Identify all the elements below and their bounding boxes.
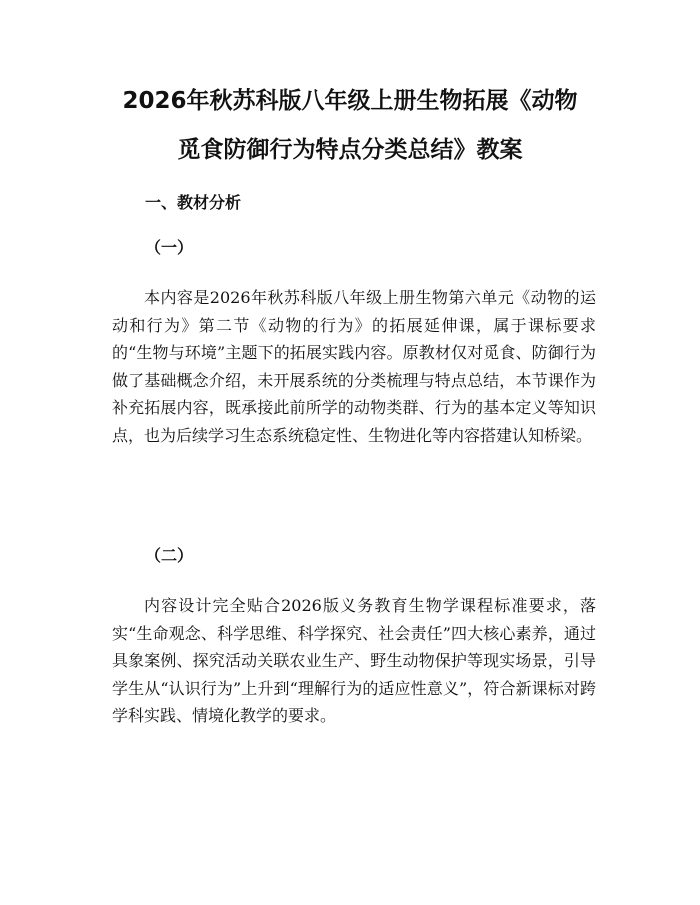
- document-title-line-1: 2026年秋苏科版八年级上册生物拓展《动物: [122, 88, 578, 114]
- document-title-line-2: 觅食防御行为特点分类总结》教案: [177, 137, 523, 163]
- paragraph-content-position: 本内容是2026年秋苏科版八年级上册生物第六单元《动物的运动和行为》第二节《动物的行为》的拓展延伸课，属于课标要求的“生物与环境”主题下的拓展实践内容。原教材仅对觅食、防御行为做了基础概念介绍，未开展系统的分类梳理与特点总结，本节课作为补充拓展内容，既承接此前所学的动物类群、行为的基本定义等知识点，也为后续学习生态系统稳定性、生物进化等内容搭建认知桥梁。: [112, 288, 596, 445]
- subsection-label-2: （二）: [145, 546, 194, 565]
- section-heading-textbook-analysis: 一、教材分析: [145, 193, 242, 212]
- paragraph-curriculum-alignment: 内容设计完全贴合2026版义务教育生物学课程标准要求，落实“生命观念、科学思维、科学探究、社会责任”四大核心素养，通过具象案例、探究活动关联农业生产、野生动物保护等现实场景，引导学生从“认识行为”上升到“理解行为的适应性意义”，符合新课标对跨学科实践、情境化教学的要求。: [112, 596, 596, 725]
- subsection-label-1: （一）: [145, 238, 194, 257]
